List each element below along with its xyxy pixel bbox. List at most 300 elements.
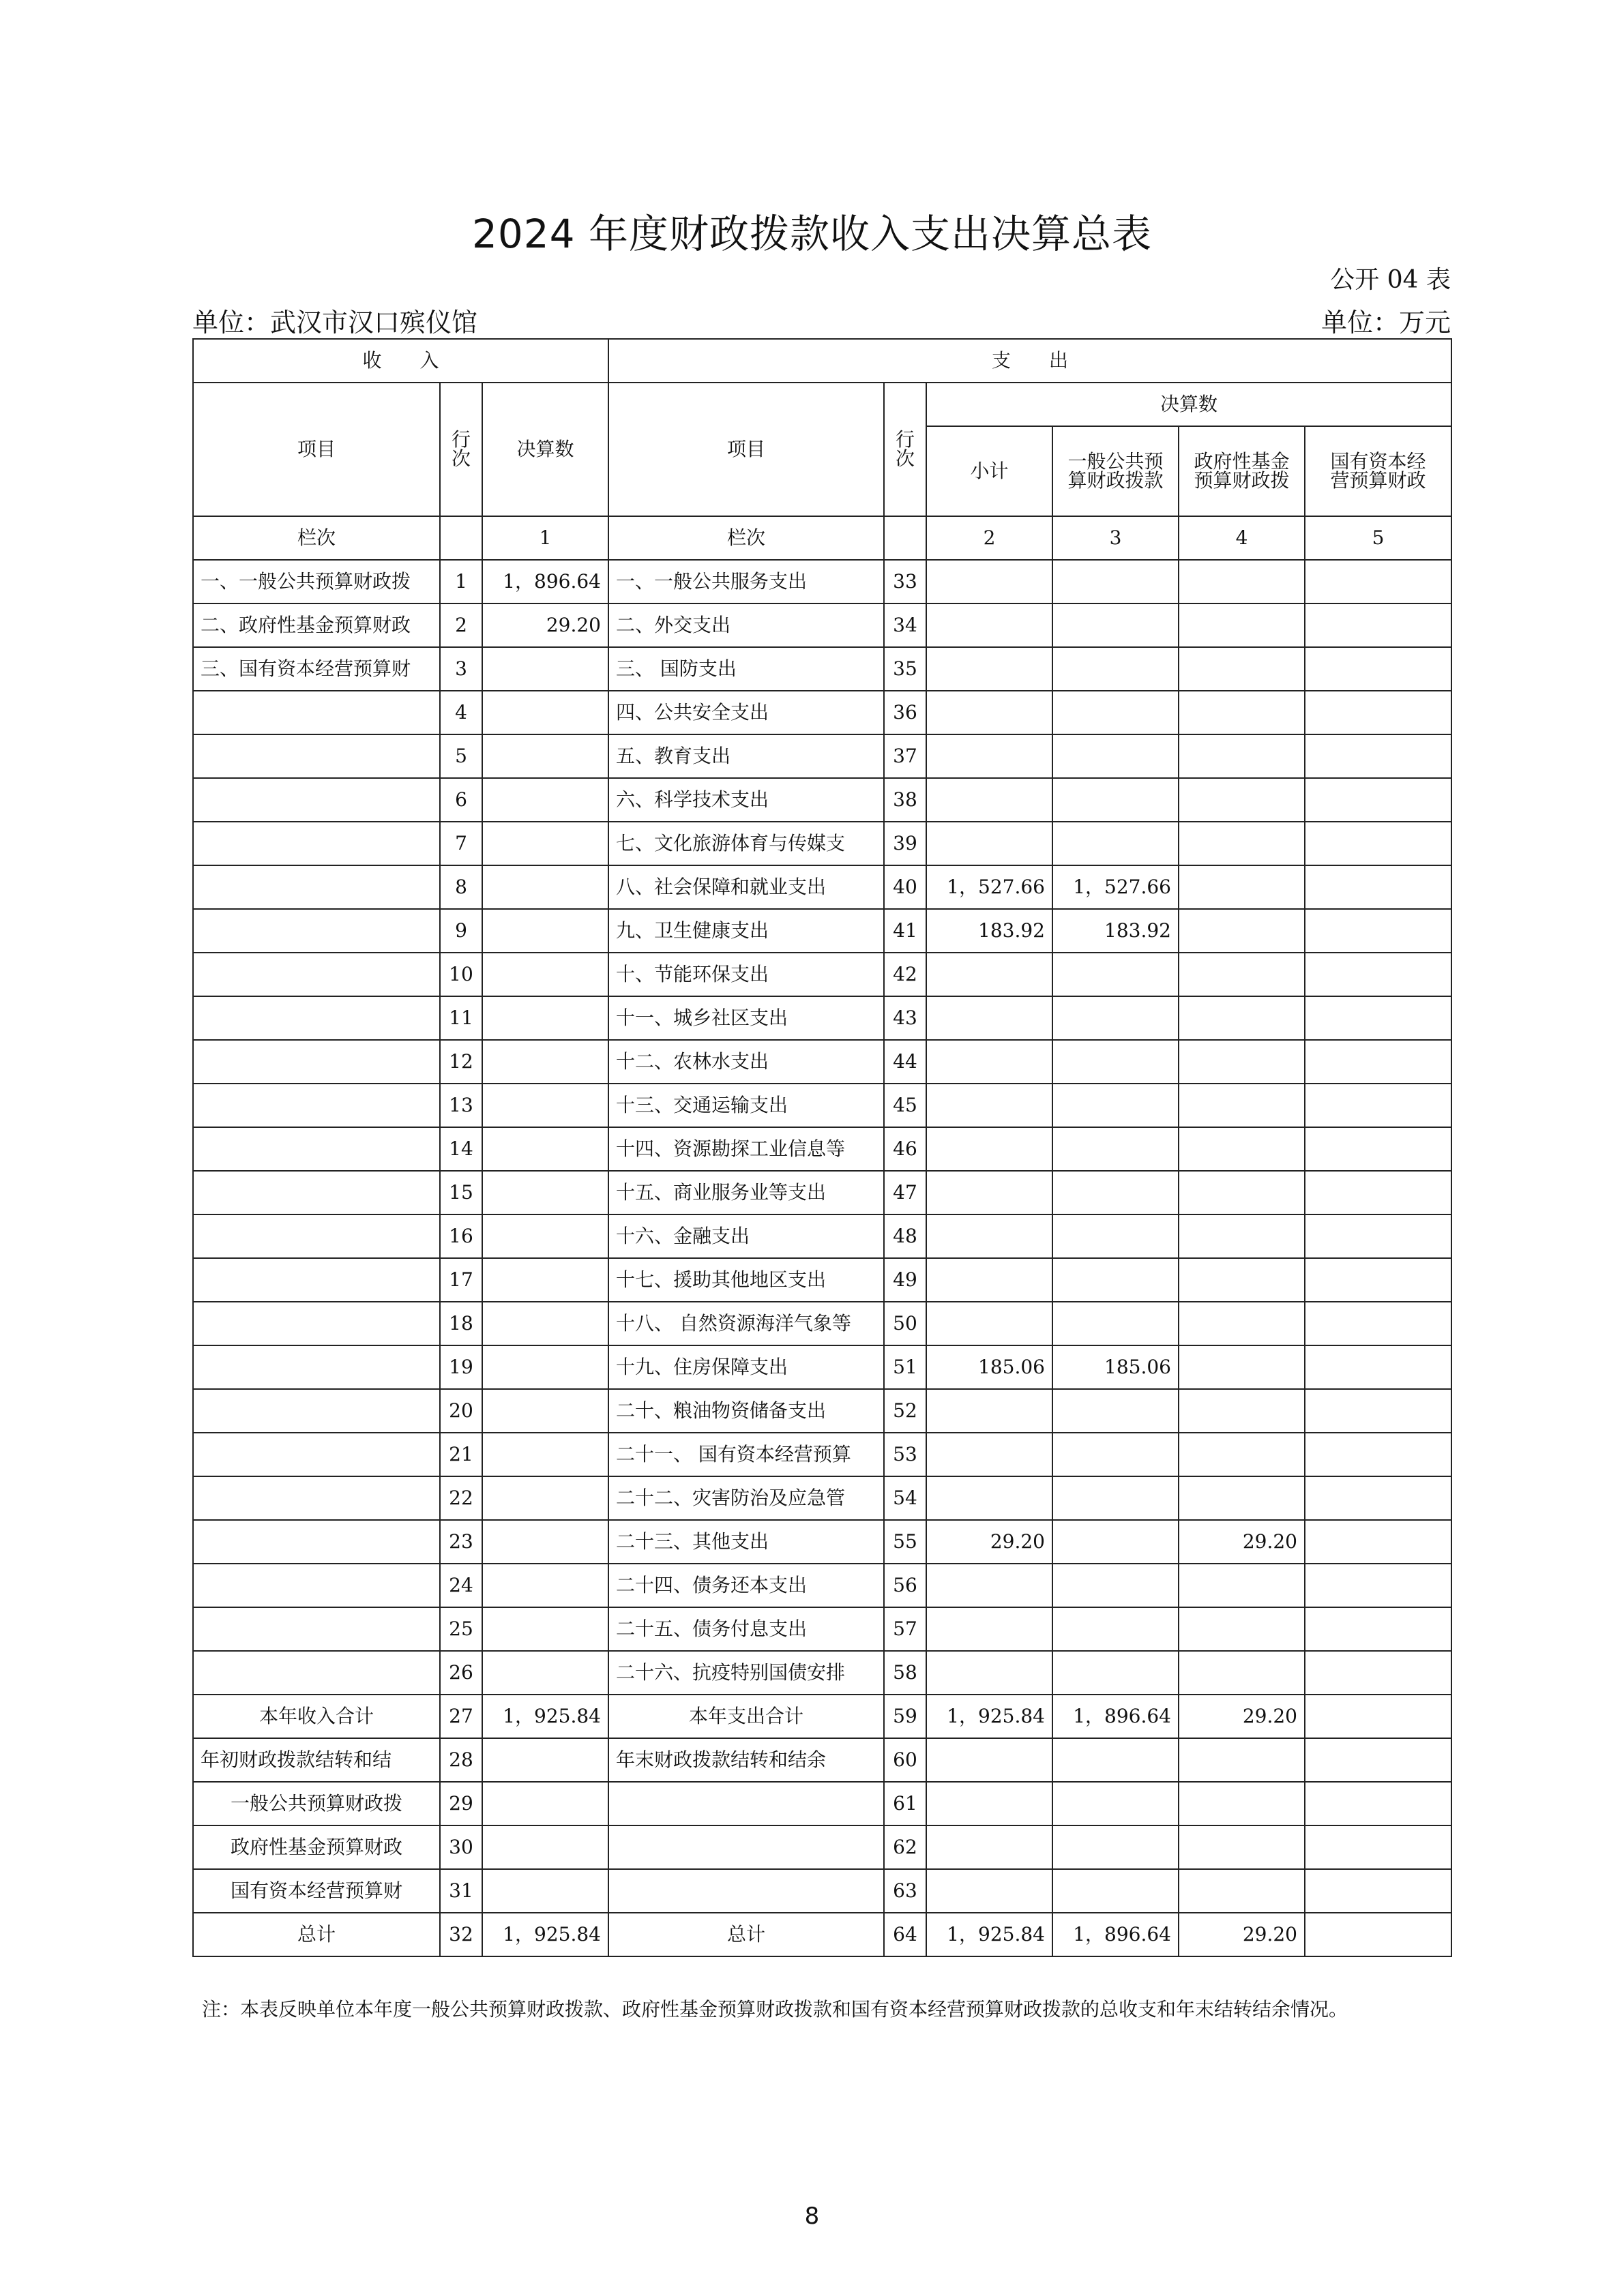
table-number: 公开 04 表 (1330, 266, 1451, 294)
subtotal-cell (926, 1389, 1052, 1433)
fund-budget-cell: 29.20 (1179, 1520, 1305, 1564)
income-row-no-cell: 5 (440, 734, 482, 778)
income-amount-cell (482, 953, 608, 996)
income-item-cell (193, 691, 440, 734)
subtotal-cell (926, 1258, 1052, 1302)
state-capital-cell (1305, 1695, 1451, 1738)
expense-row-no-header (884, 383, 926, 516)
fund-budget-cell (1179, 1345, 1305, 1389)
fund-budget-cell (1179, 1040, 1305, 1084)
expense-row-no-cell: 40 (884, 865, 926, 909)
expense-item-cell: 三、 国防支出 (608, 647, 884, 691)
expense-item-cell: 二、外交支出 (608, 603, 884, 647)
general-budget-cell (1052, 1171, 1179, 1214)
state-capital-cell (1305, 865, 1451, 909)
state-capital-header (1305, 426, 1451, 516)
expense-row-no-cell: 51 (884, 1345, 926, 1389)
state-line-2: 营预算财政 (1330, 469, 1426, 492)
income-row-no-cell: 12 (440, 1040, 482, 1084)
income-amount-cell (482, 1302, 608, 1345)
income-row-no-header (440, 383, 482, 516)
income-item-cell: 一般公共预算财政拨 (193, 1782, 440, 1825)
general-budget-cell (1052, 953, 1179, 996)
subtotal-cell: 185.06 (926, 1345, 1052, 1389)
income-item-cell (193, 1389, 440, 1433)
fund-budget-cell (1179, 1214, 1305, 1258)
income-item-cell (193, 1302, 440, 1345)
income-item-cell (193, 822, 440, 865)
general-budget-cell (1052, 603, 1179, 647)
table-row (193, 1345, 1451, 1389)
income-item-cell: 一、一般公共预算财政拨 (193, 560, 440, 603)
general-budget-cell (1052, 691, 1179, 734)
subtotal-cell (926, 560, 1052, 603)
expense-row-no-cell: 60 (884, 1738, 926, 1782)
table-row (193, 1302, 1451, 1345)
expense-row-no-cell: 54 (884, 1476, 926, 1520)
expense-row-no-cell: 33 (884, 560, 926, 603)
income-amount-cell (482, 691, 608, 734)
income-item-cell: 国有资本经营预算财 (193, 1869, 440, 1913)
income-row-no-cell: 4 (440, 691, 482, 734)
income-row-no-cell: 16 (440, 1214, 482, 1258)
state-capital-cell (1305, 1302, 1451, 1345)
income-item-cell (193, 1345, 440, 1389)
income-amount-cell (482, 1869, 608, 1913)
expense-row-no-cell: 55 (884, 1520, 926, 1564)
expense-item-cell (608, 1825, 884, 1869)
state-capital-cell (1305, 1782, 1451, 1825)
general-budget-cell (1052, 647, 1179, 691)
table-row (193, 1433, 1451, 1476)
state-capital-cell (1305, 1433, 1451, 1476)
income-row-no-cell: 31 (440, 1869, 482, 1913)
state-capital-cell (1305, 1651, 1451, 1695)
col-index-2: 2 (926, 516, 1052, 560)
state-capital-cell (1305, 909, 1451, 953)
expense-item-cell: 二十一、 国有资本经营预算 (608, 1433, 884, 1476)
income-amount-cell (482, 1651, 608, 1695)
general-budget-cell (1052, 1127, 1179, 1171)
subtotal-cell (926, 1782, 1052, 1825)
expense-amount-header: 决算数 (926, 383, 1451, 426)
expense-item-cell (608, 1869, 884, 1913)
state-line-1: 国有资本经 (1330, 450, 1426, 473)
fund-budget-cell (1179, 1607, 1305, 1651)
income-item-cell: 本年收入合计 (193, 1695, 440, 1738)
income-row-no-cell: 17 (440, 1258, 482, 1302)
general-budget-cell (1052, 734, 1179, 778)
expense-row-no-cell: 38 (884, 778, 926, 822)
expense-item-cell: 十三、交通运输支出 (608, 1084, 884, 1127)
general-budget-cell (1052, 1564, 1179, 1607)
income-amount-cell: 29.20 (482, 603, 608, 647)
subtotal-cell (926, 647, 1052, 691)
general-budget-cell (1052, 822, 1179, 865)
income-row-no-cell: 8 (440, 865, 482, 909)
income-row-no-cell: 14 (440, 1127, 482, 1171)
income-row-no-cell: 10 (440, 953, 482, 996)
subtotal-cell: 1，527.66 (926, 865, 1052, 909)
income-item-cell (193, 909, 440, 953)
expense-row-no-cell: 41 (884, 909, 926, 953)
income-item-cell (193, 1564, 440, 1607)
col-label-income: 栏次 (193, 516, 440, 560)
state-capital-cell (1305, 734, 1451, 778)
income-amount-cell: 1，925.84 (482, 1695, 608, 1738)
unit-name: 单位：武汉市汉口殡仪馆 (192, 308, 478, 338)
income-item-cell (193, 734, 440, 778)
page-title: 2024 年度财政拨款收入支出决算总表 (471, 211, 1153, 257)
general-budget-cell (1052, 1302, 1179, 1345)
table-row (193, 1084, 1451, 1127)
subtotal-cell (926, 1651, 1052, 1695)
income-item-header: 项目 (193, 383, 440, 516)
income-amount-cell (482, 734, 608, 778)
general-budget-cell (1052, 1869, 1179, 1913)
income-item-cell (193, 865, 440, 909)
general-budget-cell (1052, 1782, 1179, 1825)
general-budget-cell (1052, 560, 1179, 603)
state-capital-cell (1305, 1913, 1451, 1956)
general-budget-cell: 183.92 (1052, 909, 1179, 953)
fund-budget-cell (1179, 1782, 1305, 1825)
income-item-cell (193, 1258, 440, 1302)
expense-row-no-cell: 46 (884, 1127, 926, 1171)
fund-budget-cell (1179, 647, 1305, 691)
subtotal-cell (926, 1214, 1052, 1258)
fund-budget-cell (1179, 865, 1305, 909)
income-amount-cell (482, 996, 608, 1040)
table-row (193, 822, 1451, 865)
table-row (193, 691, 1451, 734)
subtotal-cell (926, 691, 1052, 734)
income-amount-cell (482, 1389, 608, 1433)
table-row (193, 1476, 1451, 1520)
table-row (193, 953, 1451, 996)
state-capital-cell (1305, 647, 1451, 691)
row-no-char-2: 次 (895, 447, 915, 470)
subtotal-cell (926, 1302, 1052, 1345)
expense-row-no-cell: 37 (884, 734, 926, 778)
subtotal-cell (926, 1825, 1052, 1869)
table-row (193, 1389, 1451, 1433)
subtotal-cell (926, 1564, 1052, 1607)
expense-item-cell: 二十三、其他支出 (608, 1520, 884, 1564)
fund-budget-cell (1179, 560, 1305, 603)
general-budget-cell (1052, 1084, 1179, 1127)
income-row-no-cell: 32 (440, 1913, 482, 1956)
table-row (193, 647, 1451, 691)
subtotal-cell: 183.92 (926, 909, 1052, 953)
expense-item-cell: 本年支出合计 (608, 1695, 884, 1738)
fund-budget-cell (1179, 1738, 1305, 1782)
table-note: 注：本表反映单位本年度一般公共预算财政拨款、政府性基金预算财政拨款和国有资本经营预算财政拨款的总收支和年末结转结余情况。 (202, 1998, 1348, 2021)
expense-section-header: 支 出 (608, 339, 1451, 383)
expense-row-no-cell: 45 (884, 1084, 926, 1127)
state-capital-cell (1305, 1258, 1451, 1302)
subtotal-cell (926, 1607, 1052, 1651)
general-line-2: 算财政拨款 (1067, 469, 1164, 492)
expense-item-cell: 十八、 自然资源海洋气象等 (608, 1302, 884, 1345)
expense-row-no-cell: 56 (884, 1564, 926, 1607)
general-budget-cell (1052, 1607, 1179, 1651)
table-row (193, 1258, 1451, 1302)
fund-budget-cell (1179, 1127, 1305, 1171)
col-index-3: 3 (1052, 516, 1179, 560)
income-item-cell: 三、国有资本经营预算财 (193, 647, 440, 691)
subtotal-cell: 1，925.84 (926, 1913, 1052, 1956)
income-row-no-cell: 1 (440, 560, 482, 603)
income-amount-cell (482, 1040, 608, 1084)
state-capital-cell (1305, 1738, 1451, 1782)
expense-item-cell: 四、公共安全支出 (608, 691, 884, 734)
table-row (193, 865, 1451, 909)
general-budget-cell (1052, 1651, 1179, 1695)
expense-item-cell: 十一、城乡社区支出 (608, 996, 884, 1040)
fund-budget-cell (1179, 1302, 1305, 1345)
header-row-section (193, 339, 1451, 383)
general-budget-cell: 1，896.64 (1052, 1913, 1179, 1956)
expense-row-no-cell: 44 (884, 1040, 926, 1084)
fund-budget-cell (1179, 1171, 1305, 1214)
state-capital-cell (1305, 1127, 1451, 1171)
expense-item-cell (608, 1782, 884, 1825)
page-number: 8 (804, 2203, 820, 2230)
row-no-char-1: 行 (895, 428, 915, 451)
subtotal-cell (926, 1084, 1052, 1127)
state-capital-cell (1305, 1214, 1451, 1258)
general-budget-cell: 1，896.64 (1052, 1695, 1179, 1738)
general-budget-cell: 1，527.66 (1052, 865, 1179, 909)
income-row-no-cell: 29 (440, 1782, 482, 1825)
income-amount-cell: 1，896.64 (482, 560, 608, 603)
expense-row-no-cell: 61 (884, 1782, 926, 1825)
table-row (193, 560, 1451, 603)
income-amount-cell (482, 865, 608, 909)
state-capital-cell (1305, 1869, 1451, 1913)
expense-item-cell: 十二、农林水支出 (608, 1040, 884, 1084)
col-index-5: 5 (1305, 516, 1451, 560)
income-item-cell (193, 1084, 440, 1127)
income-amount-cell (482, 1258, 608, 1302)
table-row (193, 1695, 1451, 1738)
expense-item-cell: 总计 (608, 1913, 884, 1956)
table-row (193, 1040, 1451, 1084)
subtotal-cell (926, 1171, 1052, 1214)
fund-budget-cell (1179, 822, 1305, 865)
income-row-no-cell: 11 (440, 996, 482, 1040)
income-row-no-cell: 20 (440, 1389, 482, 1433)
income-item-cell: 年初财政拨款结转和结 (193, 1738, 440, 1782)
col-index-1: 1 (482, 516, 608, 560)
general-budget-cell (1052, 1433, 1179, 1476)
fund-budget-cell (1179, 1869, 1305, 1913)
income-row-no-cell: 3 (440, 647, 482, 691)
budget-summary-table (192, 338, 1452, 1957)
subtotal-cell (926, 822, 1052, 865)
fund-budget-cell (1179, 1476, 1305, 1520)
currency-unit: 单位：万元 (1320, 308, 1451, 338)
fund-budget-cell (1179, 996, 1305, 1040)
fund-budget-cell (1179, 1389, 1305, 1433)
fund-budget-cell (1179, 778, 1305, 822)
income-item-cell (193, 778, 440, 822)
expense-row-no-cell: 62 (884, 1825, 926, 1869)
income-row-no-cell: 13 (440, 1084, 482, 1127)
expense-row-no-cell: 42 (884, 953, 926, 996)
fund-budget-cell (1179, 1258, 1305, 1302)
general-budget-cell (1052, 1258, 1179, 1302)
table-row (193, 909, 1451, 953)
expense-row-no-cell: 48 (884, 1214, 926, 1258)
expense-item-cell: 七、文化旅游体育与传媒支 (608, 822, 884, 865)
table-row (193, 1564, 1451, 1607)
income-amount-cell (482, 1520, 608, 1564)
expense-row-no-cell: 47 (884, 1171, 926, 1214)
state-capital-cell (1305, 1171, 1451, 1214)
general-budget-cell (1052, 1476, 1179, 1520)
income-item-cell: 二、政府性基金预算财政 (193, 603, 440, 647)
table-body (193, 339, 1451, 1956)
income-amount-header: 决算数 (482, 383, 608, 516)
income-item-cell: 政府性基金预算财政 (193, 1825, 440, 1869)
state-capital-cell (1305, 953, 1451, 996)
expense-item-cell: 八、社会保障和就业支出 (608, 865, 884, 909)
expense-row-no-cell: 34 (884, 603, 926, 647)
income-item-cell: 总计 (193, 1913, 440, 1956)
income-row-no-cell: 21 (440, 1433, 482, 1476)
state-capital-cell (1305, 560, 1451, 603)
fund-budget-cell (1179, 1564, 1305, 1607)
income-amount-cell (482, 822, 608, 865)
expense-row-no-cell: 39 (884, 822, 926, 865)
subtotal-cell (926, 953, 1052, 996)
income-row-no-cell: 18 (440, 1302, 482, 1345)
general-line-1: 一般公共预 (1067, 450, 1164, 473)
expense-item-cell: 十九、住房保障支出 (608, 1345, 884, 1389)
income-item-cell (193, 1171, 440, 1214)
income-row-no-cell: 6 (440, 778, 482, 822)
income-row-no-cell: 27 (440, 1695, 482, 1738)
expense-item-cell: 十五、商业服务业等支出 (608, 1171, 884, 1214)
state-capital-cell (1305, 1084, 1451, 1127)
fund-budget-cell (1179, 603, 1305, 647)
income-row-no-cell: 2 (440, 603, 482, 647)
income-amount-cell (482, 1171, 608, 1214)
general-budget-cell (1052, 1214, 1179, 1258)
table-row (193, 1520, 1451, 1564)
expense-row-no-cell: 59 (884, 1695, 926, 1738)
fund-budget-cell: 29.20 (1179, 1695, 1305, 1738)
fund-budget-header (1179, 426, 1305, 516)
expense-row-no-cell: 49 (884, 1258, 926, 1302)
expense-row-no-cell: 63 (884, 1869, 926, 1913)
income-row-no-cell: 15 (440, 1171, 482, 1214)
expense-item-cell: 五、教育支出 (608, 734, 884, 778)
expense-item-cell: 二十六、抗疫特别国债安排 (608, 1651, 884, 1695)
income-amount-cell (482, 1825, 608, 1869)
income-amount-cell (482, 778, 608, 822)
subtotal-cell (926, 603, 1052, 647)
subtotal-cell (926, 996, 1052, 1040)
table-row (193, 1214, 1451, 1258)
income-amount-cell (482, 1127, 608, 1171)
general-budget-cell (1052, 996, 1179, 1040)
income-amount-cell (482, 1214, 608, 1258)
subtotal-cell (926, 1040, 1052, 1084)
table-row (193, 1607, 1451, 1651)
general-budget-cell: 185.06 (1052, 1345, 1179, 1389)
income-amount-cell (482, 1738, 608, 1782)
table-row (193, 1869, 1451, 1913)
expense-row-no-cell: 50 (884, 1302, 926, 1345)
income-row-no-cell: 19 (440, 1345, 482, 1389)
table-row (193, 1738, 1451, 1782)
expense-item-cell: 年末财政拨款结转和结余 (608, 1738, 884, 1782)
table-row (193, 1651, 1451, 1695)
general-budget-cell (1052, 1389, 1179, 1433)
income-amount-cell (482, 647, 608, 691)
general-budget-cell (1052, 1520, 1179, 1564)
income-item-cell (193, 1607, 440, 1651)
income-amount-cell (482, 1433, 608, 1476)
fund-budget-cell (1179, 734, 1305, 778)
income-row-no-cell: 24 (440, 1564, 482, 1607)
header-row-1 (193, 383, 1451, 426)
row-no-char-1: 行 (451, 428, 471, 451)
general-budget-cell (1052, 1738, 1179, 1782)
state-capital-cell (1305, 1564, 1451, 1607)
state-capital-cell (1305, 1389, 1451, 1433)
expense-row-no-cell: 35 (884, 647, 926, 691)
fund-budget-cell (1179, 953, 1305, 996)
income-amount-cell (482, 1564, 608, 1607)
fund-budget-cell: 29.20 (1179, 1913, 1305, 1956)
state-capital-cell (1305, 1825, 1451, 1869)
subtotal-cell (926, 778, 1052, 822)
general-budget-cell (1052, 1040, 1179, 1084)
col-blank-2 (884, 516, 926, 560)
subtotal-cell: 1，925.84 (926, 1695, 1052, 1738)
income-amount-cell: 1，925.84 (482, 1913, 608, 1956)
subtotal-header: 小计 (926, 426, 1052, 516)
fund-budget-cell (1179, 1825, 1305, 1869)
expense-row-no-cell: 52 (884, 1389, 926, 1433)
fund-budget-cell (1179, 1084, 1305, 1127)
state-capital-cell (1305, 822, 1451, 865)
state-capital-cell (1305, 996, 1451, 1040)
expense-item-cell: 六、科学技术支出 (608, 778, 884, 822)
income-item-cell (193, 1040, 440, 1084)
income-row-no-cell: 23 (440, 1520, 482, 1564)
income-amount-cell (482, 1084, 608, 1127)
table-row (193, 1913, 1451, 1956)
expense-item-cell: 二十四、债务还本支出 (608, 1564, 884, 1607)
subtotal-cell (926, 1127, 1052, 1171)
row-no-char-2: 次 (451, 447, 471, 470)
table-row (193, 1127, 1451, 1171)
expense-row-no-cell: 57 (884, 1607, 926, 1651)
income-item-cell (193, 1651, 440, 1695)
income-row-no-cell: 28 (440, 1738, 482, 1782)
table-row (193, 996, 1451, 1040)
income-item-cell (193, 1520, 440, 1564)
income-row-no-cell: 7 (440, 822, 482, 865)
income-amount-cell (482, 1607, 608, 1651)
state-capital-cell (1305, 1607, 1451, 1651)
expense-item-cell: 二十、粮油物资储备支出 (608, 1389, 884, 1433)
